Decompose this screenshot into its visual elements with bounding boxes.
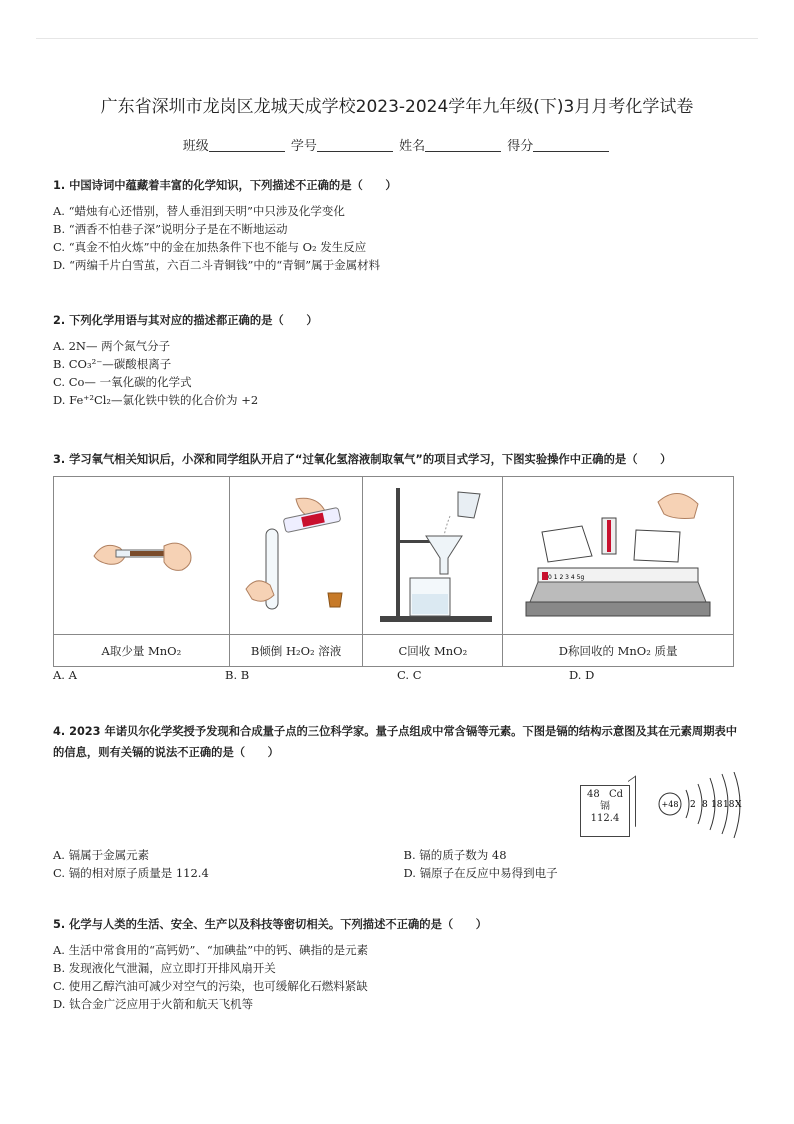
image-c-cell — [363, 477, 503, 635]
field-id-label: 学号 — [290, 139, 317, 154]
pouring-test-tube-icon — [236, 489, 356, 619]
q2-option-c[interactable]: C. Co— 一氧化碳的化学式 — [53, 375, 192, 389]
q3-option-a[interactable]: A. A — [53, 668, 77, 682]
question-1 — [53, 176, 754, 274]
caption-d: D称回收的 MnO₂ 质量 — [503, 635, 734, 667]
field-class-blank[interactable] — [209, 139, 285, 152]
q4-option-b[interactable]: B. 镉的质子数为 48 — [403, 848, 507, 862]
field-score-blank[interactable] — [533, 139, 609, 152]
q4-option-c[interactable]: C. 镉的相对原子质量是 112.4 — [53, 866, 209, 880]
experiment-table — [53, 476, 734, 667]
field-id-blank[interactable] — [317, 139, 393, 152]
q1-option-a[interactable]: A. “蜡烛有心还惜别，替人垂泪到天明”中只涉及化学变化 — [53, 204, 345, 218]
question-2 — [53, 311, 754, 409]
question-5 — [53, 915, 754, 1013]
q3-options — [53, 668, 754, 682]
atomic-number: 48 — [587, 789, 600, 800]
shell-5: X — [735, 800, 742, 810]
q2-option-d[interactable]: D. Fe⁺²Cl₂—氯化铁中铁的化合价为 +2 — [53, 393, 259, 407]
page-title: 广东省深圳市龙岗区龙城天成学校2023-2024学年九年级(下)3月月考化学试卷 — [100, 97, 694, 117]
element-name: 镉 — [600, 801, 610, 812]
atomic-structure-diagram — [656, 772, 746, 842]
q4-option-d[interactable]: D. 镉原子在反应中易得到电子 — [403, 866, 558, 880]
q5-option-d[interactable]: D. 钛合金广泛应用于火箭和航天飞机等 — [53, 997, 254, 1011]
student-info-line — [0, 135, 794, 154]
periodic-table-cell — [580, 785, 630, 837]
shell-1: 2 — [690, 800, 696, 810]
q3-option-c[interactable]: C. C — [397, 668, 422, 682]
question-4 — [53, 721, 740, 763]
atomic-mass: 112.4 — [590, 813, 620, 824]
q4-options — [53, 846, 754, 882]
question-5-stem: 5. 化学与人类的生活、安全、生产以及科技等密切相关。下列描述不正确的是（ ） — [53, 918, 488, 931]
question-4-stem: 4. 2023 年诺贝尔化学奖授予发现和合成量子点的三位科学家。量子点组成中常含镉等元素。下图是镉的结构示意图及其在元素周期表中的信息，则有关镉的说法不正确的是（ ） — [53, 725, 738, 759]
caption-c: C回收 MnO₂ — [363, 635, 503, 667]
q5-option-c[interactable]: C. 使用乙醇汽油可减少对空气的污染，也可缓解化石燃料紧缺 — [53, 979, 368, 993]
q2-option-a[interactable]: A. 2N— 两个氮气分子 — [53, 339, 171, 353]
q1-option-d[interactable]: D. “两编千片白雪茧，六百二斗青铜钱”中的“青铜”属于金属材料 — [53, 258, 381, 272]
question-1-stem: 1. 中国诗词中蕴藏着丰富的化学知识，下列描述不正确的是（ ） — [53, 179, 397, 192]
nucleus-charge: +48 — [661, 800, 679, 809]
q3-option-b[interactable]: B. B — [225, 668, 250, 682]
shell-2: 8 — [702, 800, 708, 810]
top-rule — [36, 38, 758, 39]
question-3-stem: 3. 学习氧气相关知识后，小深和同学组队开启了“过氧化氢溶液制取氧气”的项目式学习，下图实验操作中正确的是（ ） — [53, 453, 672, 466]
caption-b: B倾倒 H₂O₂ 溶液 — [229, 635, 363, 667]
field-score-label: 得分 — [507, 139, 534, 154]
scale-markings: 0 1 2 3 4 5g — [548, 574, 585, 581]
q5-option-a[interactable]: A. 生活中常食用的“高钙奶”、“加碘盐”中的钙、碘指的是元素 — [53, 943, 369, 957]
q1-option-c[interactable]: C. “真金不怕火炼”中的金在加热条件下也不能与 O₂ 发生反应 — [53, 240, 367, 254]
image-d-cell — [503, 477, 734, 635]
image-a-cell — [54, 477, 230, 635]
q5-option-b[interactable]: B. 发现液化气泄漏，应立即打开排风扇开关 — [53, 961, 276, 975]
q1-option-b[interactable]: B. “酒香不怕巷子深”说明分子是在不断地运动 — [53, 222, 288, 236]
balance-scale-icon — [518, 482, 718, 626]
q4-option-a[interactable]: A. 镉属于金属元素 — [53, 848, 150, 862]
image-b-cell — [229, 477, 363, 635]
q2-option-b[interactable]: B. CO₃²⁻—碳酸根离子 — [53, 357, 172, 371]
shell-3: 18 — [711, 800, 723, 810]
field-name-blank[interactable] — [425, 139, 501, 152]
question-3 — [53, 450, 754, 470]
hands-spatula-icon — [86, 524, 196, 584]
caption-a: A取少量 MnO₂ — [54, 635, 230, 667]
shell-4: 18 — [723, 800, 735, 810]
q3-option-d[interactable]: D. D — [569, 668, 595, 682]
field-class-label: 班级 — [182, 139, 209, 154]
filtration-apparatus-icon — [370, 482, 496, 626]
question-2-stem: 2. 下列化学用语与其对应的描述都正确的是（ ） — [53, 314, 318, 327]
field-name-label: 姓名 — [399, 139, 426, 154]
element-symbol: Cd — [608, 789, 623, 800]
